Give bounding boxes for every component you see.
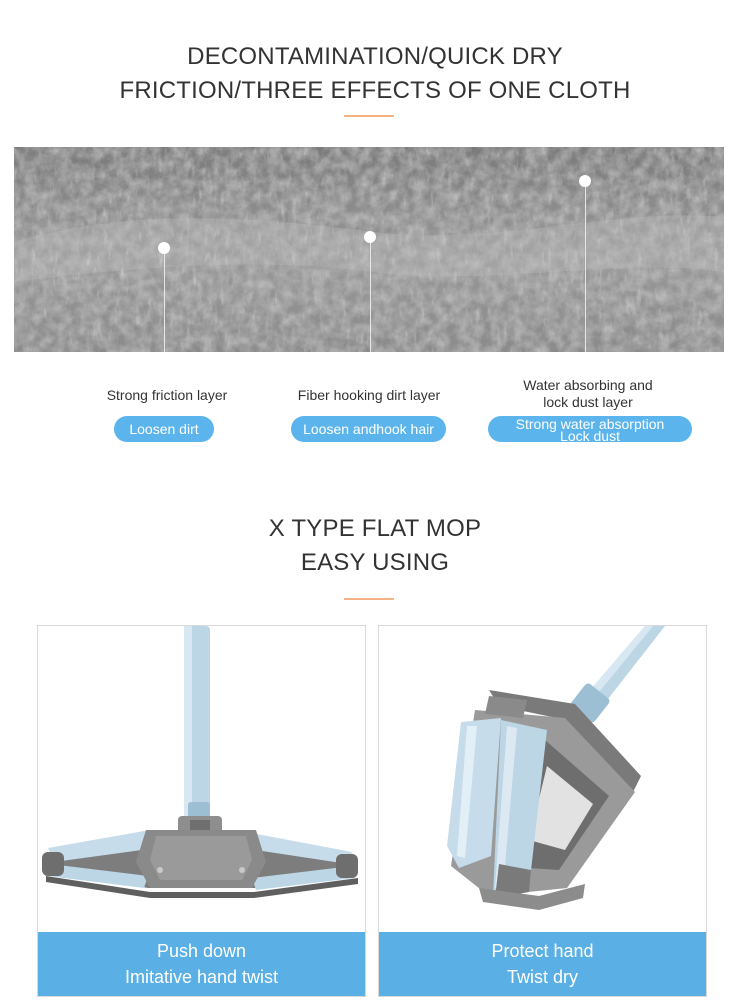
title-divider (344, 115, 394, 117)
title-line-2: EASY USING (300, 549, 450, 576)
pointer-dot-3 (579, 175, 591, 187)
pointer-dot-2 (364, 231, 376, 243)
badge-water-line1: Strong water absorption (515, 416, 665, 432)
badge-water-absorption (488, 416, 692, 442)
pointer-dot-1 (158, 242, 170, 254)
badge-loosen-hook-hair: Loosen andhook hair (291, 416, 446, 442)
caption-line-2: Twist dry (506, 967, 578, 987)
section-title-cloth (0, 40, 750, 108)
flat-mop-illustration (38, 626, 365, 932)
layer-label-water-line1: Water absorbing and (523, 377, 653, 393)
badge-loosen-dirt: Loosen dirt (114, 416, 214, 442)
caption-line-1: Protect hand (491, 941, 594, 961)
title-line-2: FRICTION/THREE EFFECTS OF ONE CLOTH (119, 77, 631, 104)
title-line-1: DECONTAMINATION/QUICK DRY (187, 43, 563, 70)
badge-water-line2: Lock dust (560, 428, 620, 442)
pointer-line-1 (164, 248, 165, 352)
pointer-line-2 (370, 237, 371, 352)
caption-twist-dry (379, 932, 706, 996)
layer-label-water-line2: lock dust layer (543, 394, 633, 410)
caption-line-2: Imitative hand twist (124, 967, 279, 987)
panel-twist-dry (378, 625, 707, 997)
folded-mop-illustration (379, 626, 706, 932)
layer-label-fiber: Fiber hooking dirt layer (297, 387, 441, 403)
layer-label-water (478, 377, 698, 411)
caption-push-down (38, 932, 365, 996)
pointer-line-3 (585, 181, 586, 352)
panel-push-down (37, 625, 366, 997)
title-line-1: X TYPE FLAT MOP (268, 515, 482, 542)
microfiber-cloth-image (14, 147, 724, 352)
title-divider (344, 598, 394, 600)
layer-label-friction: Strong friction layer (106, 387, 228, 403)
caption-line-1: Push down (156, 941, 247, 961)
section-title-mop (0, 512, 750, 580)
